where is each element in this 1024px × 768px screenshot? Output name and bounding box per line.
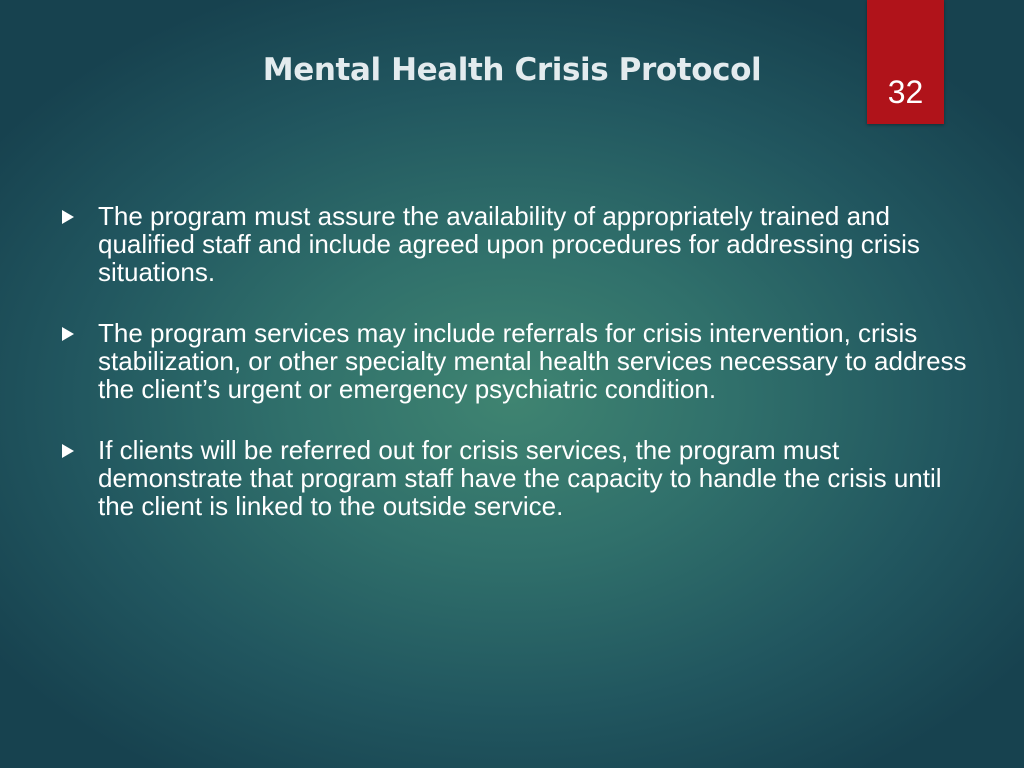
bullet-list bbox=[60, 202, 975, 553]
slide-title: Mental Health Crisis Protocol bbox=[262, 52, 762, 88]
bullet-item bbox=[60, 202, 975, 286]
bullet-text: The program services may include referrals for crisis intervention, crisis stabilization, or other specialty mental health services necessary to address the client’s urgent or emergency psychiatric condition. bbox=[98, 318, 967, 404]
page-number: 32 bbox=[887, 74, 924, 110]
bullet-text: If clients will be referred out for crisis services, the program must demonstrate that program staff have the capacity to handle the crisis until the client is linked to the outside service. bbox=[98, 435, 942, 521]
triangle-right-icon bbox=[62, 210, 74, 224]
bullet-text: The program must assure the availability of appropriately trained and qualified staff and include agreed upon procedures for addressing crisis situations. bbox=[98, 201, 920, 287]
triangle-right-icon bbox=[62, 327, 74, 341]
bullet-item bbox=[60, 319, 975, 403]
triangle-right-icon bbox=[62, 444, 74, 458]
page-number-badge bbox=[867, 0, 944, 124]
bullet-item bbox=[60, 436, 975, 520]
